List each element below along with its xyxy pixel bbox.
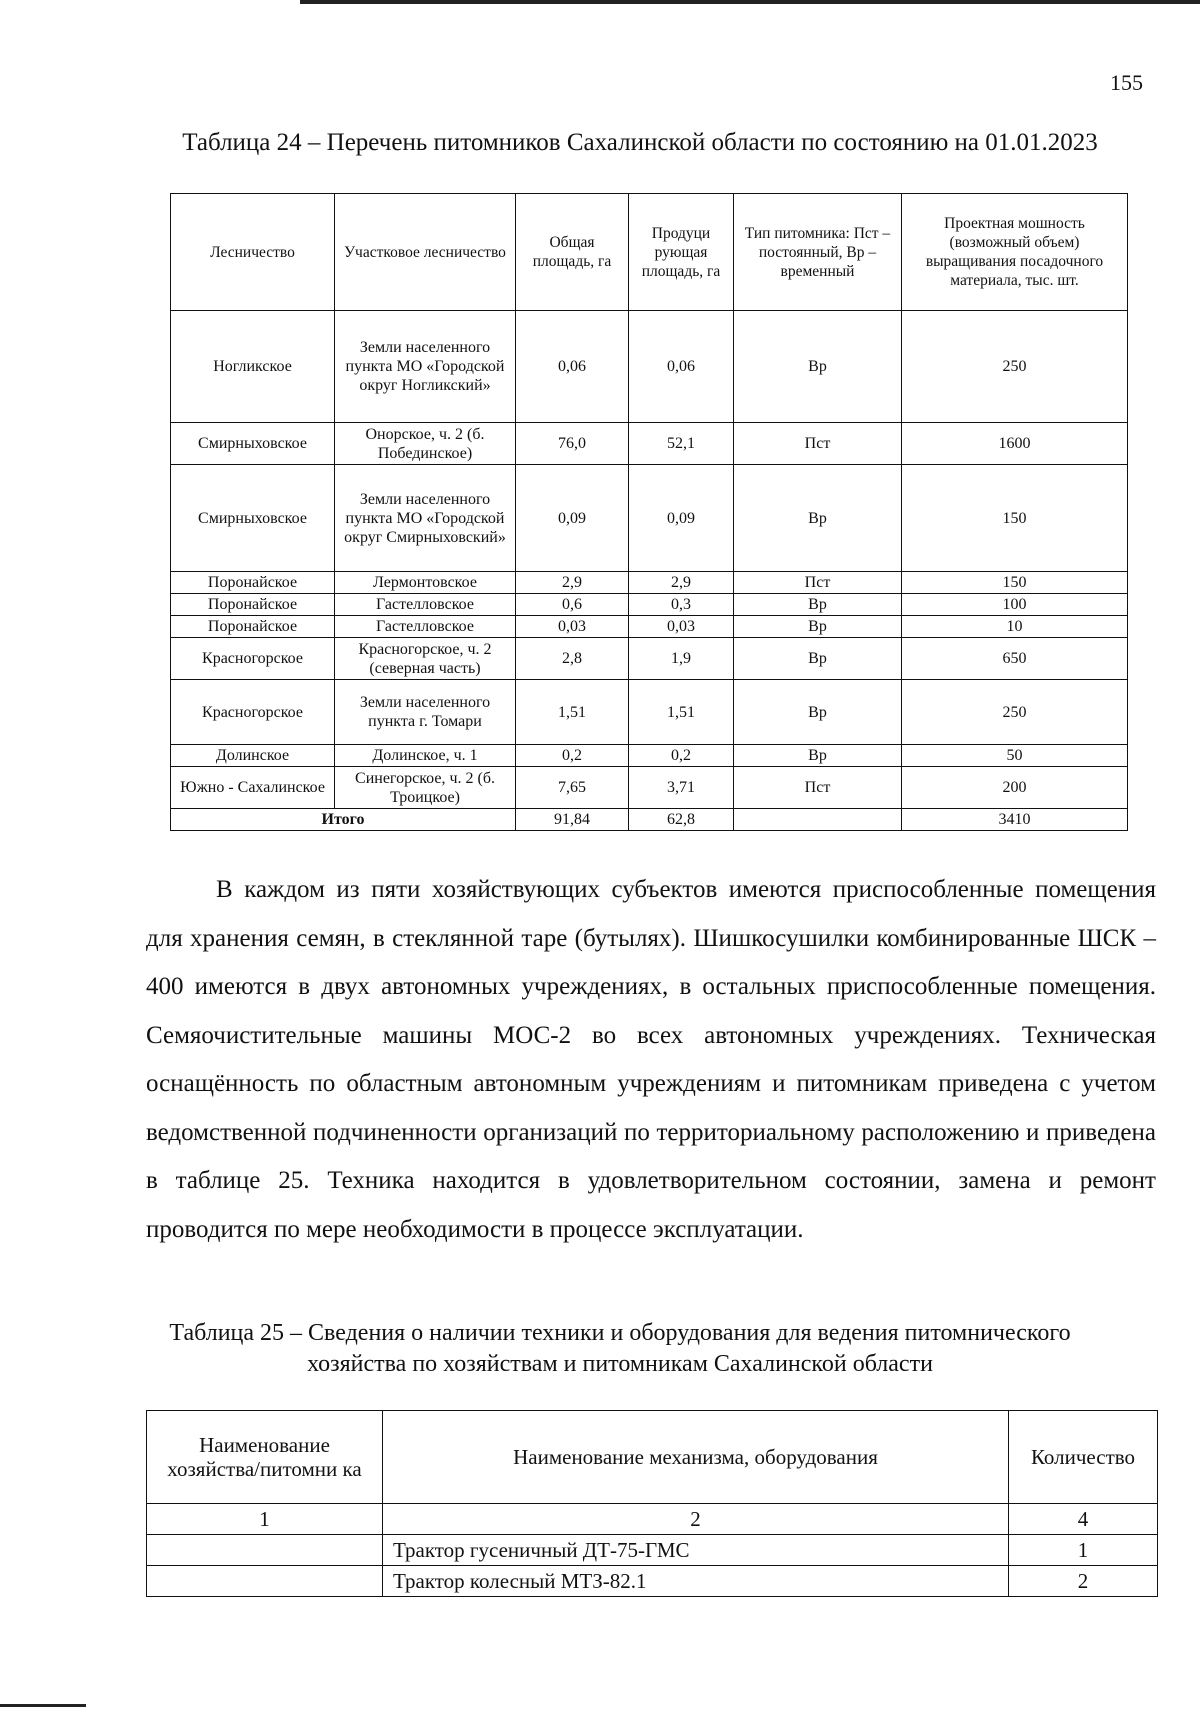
cell-district: Гастелловское [335,594,516,616]
cell-farm [147,1566,383,1597]
body-paragraph: В каждом из пяти хозяйствующих субъектов имеются приспособленные помещения для хранения семян, в стеклянной таре (бутылях). Шишкосушилки комбинированные ШСК – 400 имеются в двух автономных учреждениях, в остальных приспособленные помещения. Семяочистительные машины МОС-2 во всех автономных учреждениях. Техническая оснащённость по областным автономным учреждениям и питомникам приведена с учетом ведомственной подчиненности организаций по территориальному расположению и приведена в таблице 25. Техника находится в удовлетворительном состоянии, замена и ремонт проводится по мере необходимости в процессе эксплуатации. [146,876,1156,1243]
table-row [171,465,1128,572]
cell-forestry: Красногорское [171,680,335,745]
cell-district: Красногорское, ч. 2 (северная часть) [335,638,516,680]
cell-forestry: Южно - Сахалинское [171,767,335,809]
cell-capacity: 50 [902,745,1128,767]
cell-district: Долинское, ч. 1 [335,745,516,767]
cell-type: Вр [734,311,902,423]
table24-total-row [171,809,1128,831]
cell-quantity: 2 [1009,1566,1158,1597]
table25-caption: Таблица 25 – Сведения о наличии техники и оборудования для ведения питомнического хозяйства по хозяйствам и питомникам Сахалинской области [169,1320,1071,1377]
header-district: Участковое лесничество [335,194,516,311]
cell-equipment: Трактор гусеничный ДТ-75-ГМС [383,1535,1009,1566]
table25-numbering-row [147,1504,1158,1535]
cell-type: Пст [734,572,902,594]
top-border-line [300,0,1200,4]
cell-productive-area: 0,03 [629,616,734,638]
cell-forestry: Красногорское [171,638,335,680]
cell-forestry: Смирныховское [171,465,335,572]
total-type [734,809,902,831]
cell-productive-area: 0,3 [629,594,734,616]
page-number: 155 [1110,70,1143,95]
table25-equipment [146,1410,1158,1597]
cell-forestry: Смирныховское [171,423,335,465]
cell-total-area: 0,06 [516,311,629,423]
cell-capacity: 150 [902,572,1128,594]
table-row [171,680,1128,745]
cell-total-area: 2,9 [516,572,629,594]
cell-type: Вр [734,594,902,616]
cell-district: Гастелловское [335,616,516,638]
cell-productive-area: 0,06 [629,311,734,423]
cell-total-area: 2,8 [516,638,629,680]
cell-type: Пст [734,767,902,809]
cell-total-area: 7,65 [516,767,629,809]
table-row [171,638,1128,680]
column-number: 1 [147,1504,383,1535]
column-number: 4 [1009,1504,1158,1535]
table-row [147,1566,1158,1597]
table-row [171,745,1128,767]
cell-forestry: Долинское [171,745,335,767]
cell-capacity: 250 [902,680,1128,745]
cell-equipment: Трактор колесный МТЗ-82.1 [383,1566,1009,1597]
total-label: Итого [171,809,516,831]
cell-productive-area: 52,1 [629,423,734,465]
cell-type: Вр [734,745,902,767]
cell-district: Лермонтовское [335,572,516,594]
cell-total-area: 0,2 [516,745,629,767]
table-row [171,311,1128,423]
table-row [171,616,1128,638]
cell-forestry: Поронайское [171,572,335,594]
table25-header-row [147,1411,1158,1504]
header-quantity: Количество [1009,1411,1158,1504]
cell-productive-area: 0,2 [629,745,734,767]
table-row [171,767,1128,809]
cell-district: Земли населенного пункта МО «Городской округ Смирныховский» [335,465,516,572]
cell-productive-area: 3,71 [629,767,734,809]
table-row [171,572,1128,594]
header-farm: Наименование хозяйства/питомни ка [147,1411,383,1504]
cell-capacity: 10 [902,616,1128,638]
table-row [147,1535,1158,1566]
cell-productive-area: 1,9 [629,638,734,680]
cell-type: Вр [734,638,902,680]
cell-district: Онорское, ч. 2 (б. Побединское) [335,423,516,465]
cell-forestry: Ногликское [171,311,335,423]
cell-productive-area: 1,51 [629,680,734,745]
header-capacity: Проектная мошность (возможный объем) выращивания посадочного материала, тыс. шт. [902,194,1128,311]
cell-capacity: 1600 [902,423,1128,465]
productive-area-sum: 62,8 [629,809,734,831]
total-area-sum: 91,84 [516,809,629,831]
header-nursery-type: Тип питомника: Пст – постоянный, Вр – временный [734,194,902,311]
header-productive-area: Продуци рующая площадь, га [629,194,734,311]
table-row [171,423,1128,465]
cell-type: Вр [734,465,902,572]
cell-type: Пст [734,423,902,465]
cell-total-area: 1,51 [516,680,629,745]
cell-forestry: Поронайское [171,594,335,616]
cell-district: Синегорское, ч. 2 (б. Троицкое) [335,767,516,809]
bottom-border-line [0,1704,86,1707]
cell-capacity: 200 [902,767,1128,809]
table24-caption: Таблица 24 – Перечень питомников Сахалинской области по состоянию на 01.01.2023 [182,129,1098,156]
cell-total-area: 0,6 [516,594,629,616]
cell-productive-area: 2,9 [629,572,734,594]
cell-forestry: Поронайское [171,616,335,638]
capacity-sum: 3410 [902,809,1128,831]
cell-quantity: 1 [1009,1535,1158,1566]
header-equipment: Наименование механизма, оборудования [383,1411,1009,1504]
header-forestry: Лесничество [171,194,335,311]
cell-capacity: 100 [902,594,1128,616]
cell-total-area: 76,0 [516,423,629,465]
table-row [171,594,1128,616]
cell-district: Земли населенного пункта г. Томари [335,680,516,745]
cell-total-area: 0,03 [516,616,629,638]
cell-type: Вр [734,616,902,638]
table24-header-row [171,194,1128,311]
cell-type: Вр [734,680,902,745]
cell-total-area: 0,09 [516,465,629,572]
column-number: 2 [383,1504,1009,1535]
cell-productive-area: 0,09 [629,465,734,572]
cell-capacity: 250 [902,311,1128,423]
header-total-area: Общая площадь, га [516,194,629,311]
cell-capacity: 150 [902,465,1128,572]
table24-nurseries [170,193,1128,831]
cell-district: Земли населенного пункта МО «Городской округ Ногликский» [335,311,516,423]
cell-capacity: 650 [902,638,1128,680]
cell-farm [147,1535,383,1566]
